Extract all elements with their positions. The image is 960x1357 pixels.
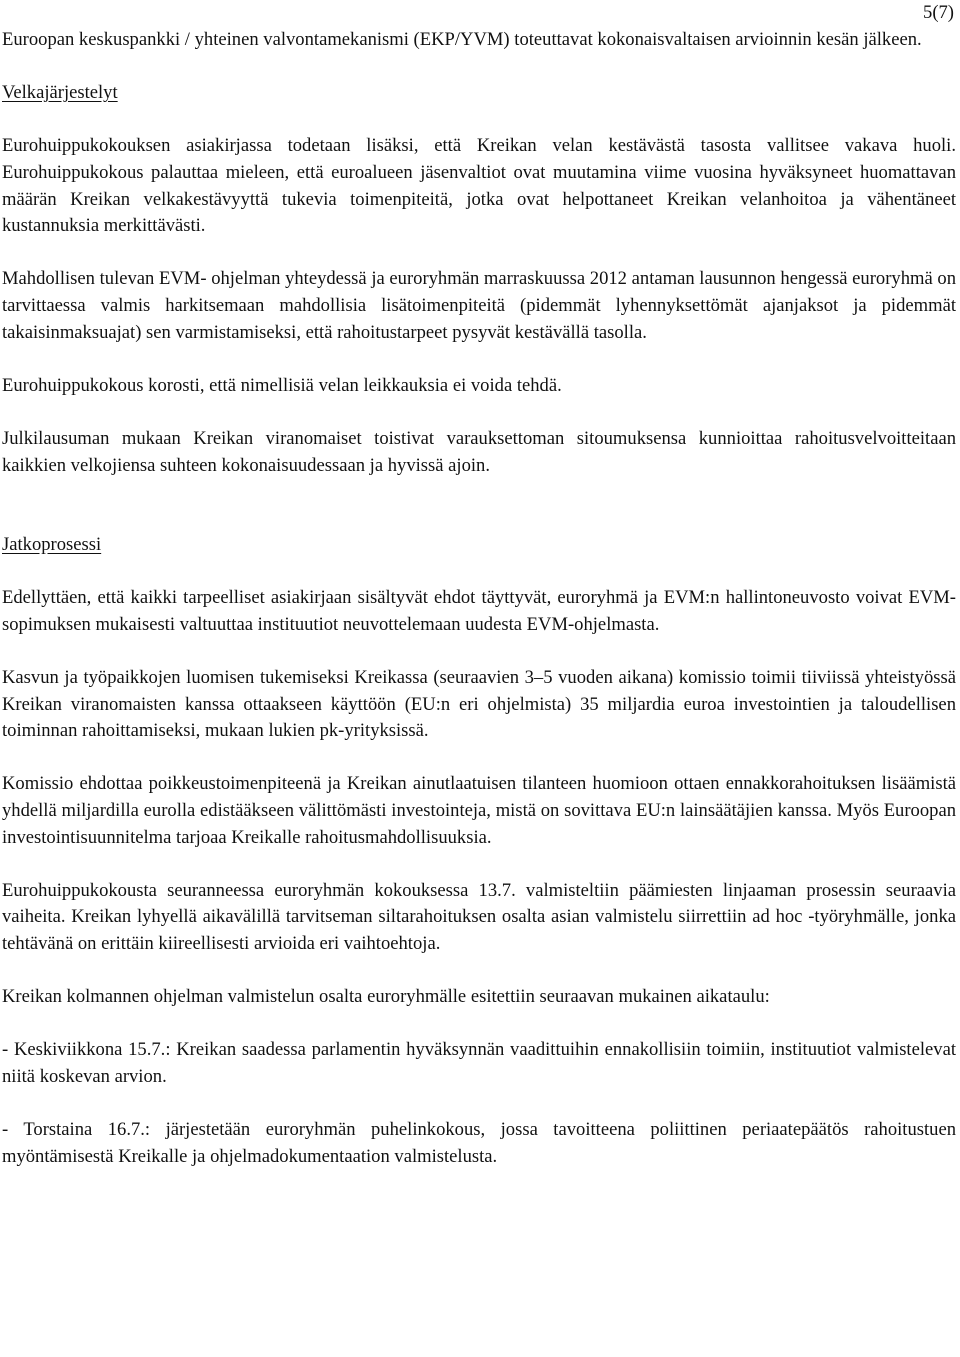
paragraph-eurogroup-meeting: Eurohuippukokousta seuranneessa euroryhmän kokouksessa 13.7. valmisteltiin päämiesten linjaaman prosessin seuraavia vaiheita. Kreikan lyhyellä aikavälillä tarvitseman siltarahoituksen osalta asian valmistelu siirrettiin ad hoc -työryhmälle, jonka tehtävänä on erittäin kiireellisesti arvioida eri vaihtoehtoja. — [2, 879, 956, 954]
page-number: 5(7) — [923, 2, 954, 23]
paragraph-debt-concern: Eurohuippukokouksen asiakirjassa todetaan lisäksi, että Kreikan velan kestävästä tasosta vallitsee vakava huoli. Eurohuippukokous palauttaa mieleen, että euroalueen jäsenvaltiot ovat muutamina viime vuosina hyväksyneet huomattavan määrän Kreikan velkakestävyyttä tukevia toimenpiteitä, jotka ovat helpottaneet Kreikan velanhoitoa ja vähentäneet kustannuksia merkittävästi. — [2, 135, 956, 237]
paragraph-evm-program: Mahdollisen tulevan EVM- ohjelman yhteydessä ja euroryhmän marraskuussa 2012 antaman lausunnon hengessä euroryhmä on tarvittaessa valmis harkitsemaan mahdollisia lisätoimenpiteitä (pidemmät lyhennyksettömät ajanjaksot ja pidemmät takaisinmaksuajat) sen varmistamiseksi, että rahoitustarpeet pysyvät kestävällä tasolla. — [2, 268, 956, 343]
schedule-item-thursday: - Torstaina 16.7.: järjestetään euroryhmän puhelinkokous, jossa tavoitteena poliittinen periaatepäätös rahoitustuen myöntämisestä Kreikalle ja ohjelmadokumentaation valmistelusta. — [2, 1119, 956, 1167]
document-body — [2, 27, 956, 1197]
paragraph-commission: Komissio ehdottaa poikkeustoimenpiteenä ja Kreikan ainutlaatuisen tilanteen huomioon ottaen ennakkorahoituksen lisäämistä yhdellä miljardilla eurolla edistääkseen välittömästi investointeja, mistä on sovittava EU:n lainsäätäjien kanssa. Myös Euroopan investointisuunnitelma tarjoaa Kreikalle rahoitusmahdollisuuksia. — [2, 773, 956, 848]
section-heading-debt-arrangements: Velkajärjestelyt — [2, 82, 118, 104]
paragraph-no-haircuts: Eurohuippukokous korosti, että nimellisiä velan leikkauksia ei voida tehdä. — [2, 374, 562, 396]
paragraph-growth: Kasvun ja työpaikkojen luomisen tukemiseksi Kreikassa (seuraavien 3–5 vuoden aikana) komissio toimii tiiviissä yhteistyössä Kreikan viranomaisten kanssa ottaakseen käyttöön (EU:n eri ohjelmista) 35 miljardia euroa investointien ja taloudellisen toiminnan rahoittamiseksi, mukaan lukien pk-yrityksissä. — [2, 667, 956, 742]
paragraph-commitment: Julkilausuman mukaan Kreikan viranomaiset toistivat varauksettoman sitoumuksensa kunnioittaa rahoitusvelvoitteitaan kaikkien velkojiensa suhteen kokonaisuudessaan ja hyvissä ajoin. — [2, 427, 956, 476]
section-heading-next-steps: Jatkoprosessi — [2, 534, 102, 556]
paragraph-schedule-intro: Kreikan kolmannen ohjelman valmistelun osalta euroryhmälle esitettiin seuraavan mukainen aikataulu: — [2, 986, 770, 1008]
schedule-item-wednesday: - Keskiviikkona 15.7.: Kreikan saadessa parlamentin hyväksynnän vaadittuihin ennakollisiin toimiin, instituutiot valmistelevat niitä koskevan arvion. — [2, 1039, 956, 1087]
paragraph-conditions: Edellyttäen, että kaikki tarpeelliset asiakirjaan sisältyvät ehdot täyttyvät, euroryhmä ja EVM:n hallintoneuvosto voivat EVM-sopimuksen mukaisesti valtuuttaa instituutiot neuvottelemaan uudesta EVM-ohjelmasta. — [2, 587, 956, 635]
paragraph-intro: Euroopan keskuspankki / yhteinen valvontamekanismi (EKP/YVM) toteuttavat kokonaisvaltaisen arvioinnin kesän jälkeen. — [2, 29, 922, 50]
